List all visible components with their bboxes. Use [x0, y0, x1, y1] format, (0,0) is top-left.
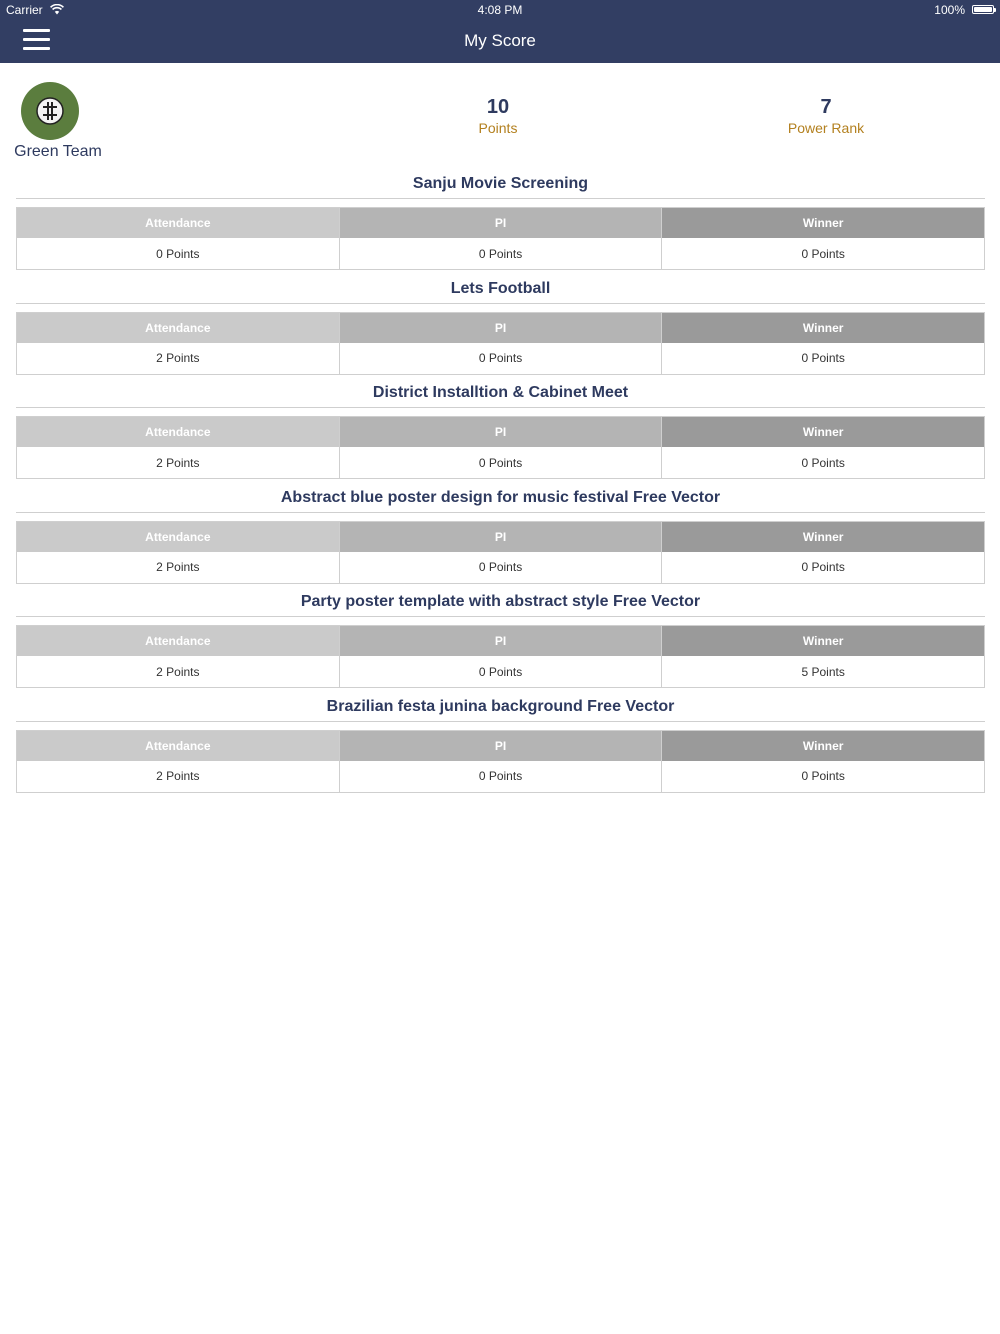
winner-header: Winner: [662, 208, 984, 238]
score-table: [16, 730, 985, 793]
attendance-header: Attendance: [17, 208, 339, 238]
winner-column: [662, 208, 984, 269]
winner-header: Winner: [662, 522, 984, 552]
winner-header: Winner: [662, 731, 984, 761]
pi-header: PI: [340, 313, 662, 343]
pi-header: PI: [340, 208, 662, 238]
pi-column: [340, 208, 663, 269]
winner-header: Winner: [662, 417, 984, 447]
pi-header: PI: [340, 626, 662, 656]
power-rank-label: Power Rank: [787, 120, 865, 136]
score-table: [16, 207, 985, 270]
winner-column: [662, 313, 984, 374]
pi-value: 0 Points: [340, 761, 662, 792]
carrier-label: Carrier: [6, 3, 43, 17]
event-title: Lets Football: [16, 275, 985, 304]
winner-value: 0 Points: [662, 447, 984, 478]
attendance-header: Attendance: [17, 626, 339, 656]
attendance-header: Attendance: [17, 417, 339, 447]
event-title: Brazilian festa junina background Free Vector: [16, 693, 985, 722]
event-card: [16, 693, 985, 798]
winner-column: [662, 417, 984, 478]
pi-column: [340, 626, 663, 687]
winner-value: 5 Points: [662, 656, 984, 687]
pi-header: PI: [340, 522, 662, 552]
attendance-header: Attendance: [17, 731, 339, 761]
attendance-value: 0 Points: [17, 238, 339, 269]
attendance-value: 2 Points: [17, 761, 339, 792]
pi-value: 0 Points: [340, 552, 662, 583]
winner-value: 0 Points: [662, 238, 984, 269]
power-rank-stat: [726, 94, 926, 136]
battery-percent: 100%: [934, 3, 965, 17]
event-card: [16, 275, 985, 380]
attendance-column: [17, 313, 340, 374]
event-title: Party poster template with abstract style Free Vector: [16, 588, 985, 617]
winner-value: 0 Points: [662, 552, 984, 583]
pi-value: 0 Points: [340, 238, 662, 269]
winner-value: 0 Points: [662, 343, 984, 374]
attendance-column: [17, 731, 340, 792]
pi-value: 0 Points: [340, 343, 662, 374]
event-title: Sanju Movie Screening: [16, 170, 985, 199]
score-table: [16, 625, 985, 688]
attendance-header: Attendance: [17, 313, 339, 343]
points-value: 10: [486, 96, 510, 118]
status-bar: [0, 0, 1000, 20]
pi-column: [340, 417, 663, 478]
attendance-value: 2 Points: [17, 447, 339, 478]
event-card: [16, 588, 985, 693]
event-card: [16, 379, 985, 484]
score-table: [16, 416, 985, 479]
winner-header: Winner: [662, 313, 984, 343]
attendance-column: [17, 417, 340, 478]
winner-column: [662, 731, 984, 792]
attendance-value: 2 Points: [17, 656, 339, 687]
pi-value: 0 Points: [340, 447, 662, 478]
pi-value: 0 Points: [340, 656, 662, 687]
score-table: [16, 312, 985, 375]
event-card: [16, 170, 985, 275]
event-score-list: [16, 170, 985, 797]
event-title: Abstract blue poster design for music festival Free Vector: [16, 484, 985, 513]
status-time: 4:08 PM: [477, 3, 523, 17]
event-card: [16, 484, 985, 589]
pi-header: PI: [340, 731, 662, 761]
attendance-value: 2 Points: [17, 552, 339, 583]
winner-column: [662, 522, 984, 583]
score-table: [16, 521, 985, 584]
page-title: My Score: [464, 31, 536, 50]
attendance-header: Attendance: [17, 522, 339, 552]
power-rank-value: 7: [820, 96, 832, 118]
pi-column: [340, 313, 663, 374]
event-title: District Installtion & Cabinet Meet: [16, 379, 985, 408]
navigation-bar: [0, 0, 1000, 63]
attendance-column: [17, 208, 340, 269]
winner-value: 0 Points: [662, 761, 984, 792]
attendance-column: [17, 626, 340, 687]
winner-column: [662, 626, 984, 687]
points-label: Points: [478, 120, 518, 136]
points-stat: [398, 94, 598, 136]
pi-column: [340, 731, 663, 792]
winner-header: Winner: [662, 626, 984, 656]
attendance-value: 2 Points: [17, 343, 339, 374]
pi-header: PI: [340, 417, 662, 447]
attendance-column: [17, 522, 340, 583]
pi-column: [340, 522, 663, 583]
team-logo-icon: [21, 82, 79, 140]
battery-icon: [972, 5, 994, 14]
team-name: Green Team: [14, 143, 102, 160]
